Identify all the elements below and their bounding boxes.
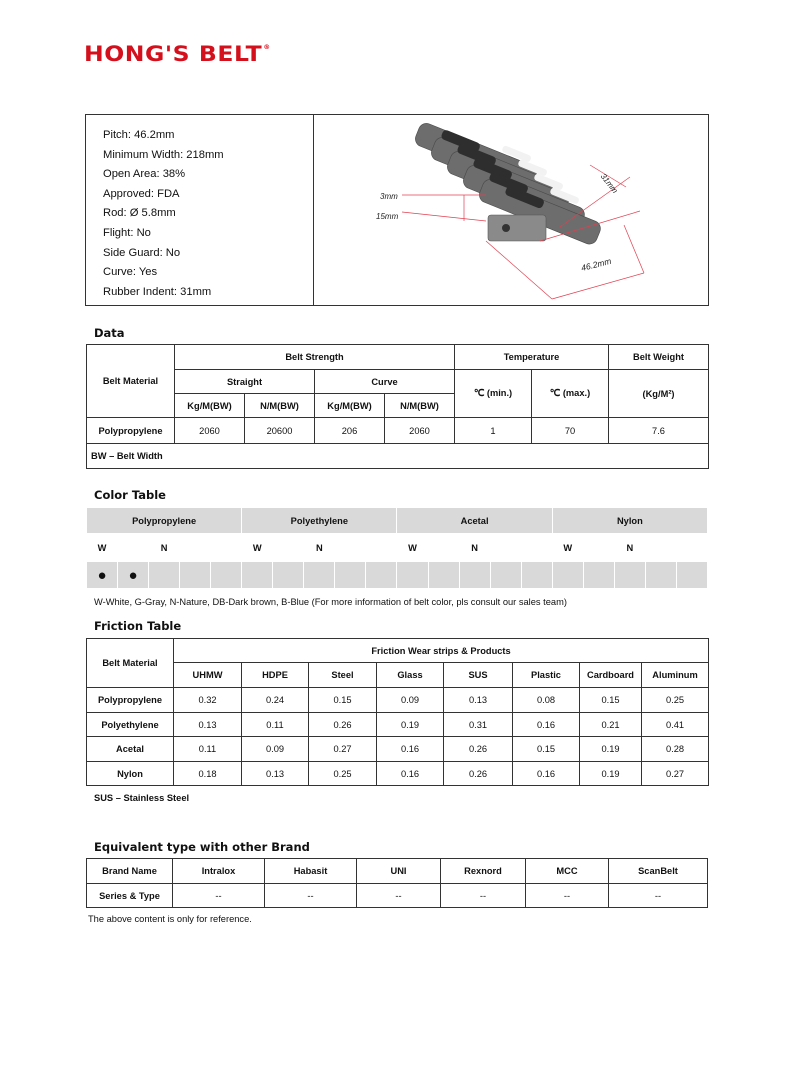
friction-cell: 0.26 (309, 713, 377, 737)
code-w: W (242, 534, 273, 562)
color-material-acetal: Acetal (397, 508, 552, 534)
code-db: DB (180, 534, 211, 562)
friction-cell: 0.16 (513, 762, 580, 786)
friction-col-cardboard: Cardboard (580, 663, 642, 688)
code-b: B (521, 534, 552, 562)
friction-header-group: Friction Wear strips & Products (174, 639, 709, 663)
friction-cell: 0.19 (580, 737, 642, 762)
friction-col-steel: Steel (309, 663, 377, 688)
cell-straight-kgm: 2060 (175, 418, 245, 444)
code-g: G (428, 534, 459, 562)
spec-rod: Rod: Ø 5.8mm (103, 207, 176, 220)
friction-cell: 0.08 (513, 688, 580, 713)
equiv-header-mcc: MCC (526, 859, 609, 884)
code-g: G (273, 534, 304, 562)
code-w: W (87, 534, 118, 562)
equiv-header-uni: UNI (357, 859, 441, 884)
friction-col-aluminum: Aluminum (642, 663, 709, 688)
code-b: B (211, 534, 242, 562)
spec-flight: Flight: No (103, 226, 151, 239)
code-g: G (583, 534, 614, 562)
friction-cell: 0.11 (242, 713, 309, 737)
dim-pitch: 46.2mm (580, 255, 613, 273)
header-weight-unit: (Kg/M²) (609, 370, 709, 418)
color-table (86, 507, 708, 589)
header-temp-min: ℃ (min.) (455, 370, 532, 418)
empty-cell (366, 562, 397, 589)
header-straight-nm: N/M(BW) (245, 394, 315, 418)
empty-cell (552, 562, 583, 589)
empty-cell (304, 562, 335, 589)
header-straight: Straight (175, 370, 315, 394)
brand-logo (84, 42, 271, 66)
spec-list (86, 115, 314, 305)
empty-cell (490, 562, 521, 589)
equivalent-title: Equivalent type with other Brand (94, 840, 310, 854)
equiv-cell: -- (609, 884, 708, 908)
friction-title: Friction Table (94, 619, 182, 633)
equiv-cell: -- (357, 884, 441, 908)
friction-row-material: Nylon (87, 762, 174, 786)
spec-approved: Approved: FDA (103, 187, 180, 200)
empty-cell (273, 562, 304, 589)
code-db: DB (335, 534, 366, 562)
friction-cell: 0.15 (513, 737, 580, 762)
registered-mark: ® (263, 44, 271, 51)
color-material-pe: Polyethylene (242, 508, 397, 534)
header-curve-kgm: Kg/M(BW) (315, 394, 385, 418)
friction-cell: 0.16 (513, 713, 580, 737)
friction-cell: 0.24 (242, 688, 309, 713)
friction-cell: 0.19 (377, 713, 444, 737)
empty-cell (335, 562, 366, 589)
equiv-header-rexnord: Rexnord (441, 859, 526, 884)
color-availability-row (87, 562, 708, 589)
cell-straight-nm: 20600 (245, 418, 315, 444)
table-row (87, 737, 709, 762)
friction-cell: 0.09 (377, 688, 444, 713)
friction-cell: 0.26 (444, 737, 513, 762)
empty-cell (645, 562, 676, 589)
code-n: N (459, 534, 490, 562)
equiv-cell: -- (526, 884, 609, 908)
empty-cell (521, 562, 552, 589)
friction-cell: 0.25 (309, 762, 377, 786)
table-row (87, 713, 709, 737)
cell-curve-kgm: 206 (315, 418, 385, 444)
code-db: DB (645, 534, 676, 562)
header-curve: Curve (315, 370, 455, 394)
equiv-header-habasit: Habasit (265, 859, 357, 884)
friction-row-material: Polyethylene (87, 713, 174, 737)
code-g: G (118, 534, 149, 562)
code-n: N (149, 534, 180, 562)
equiv-header-scanbelt: ScanBelt (609, 859, 708, 884)
belt-modules (413, 121, 603, 246)
color-codes-row (87, 534, 708, 562)
cell-curve-nm: 2060 (385, 418, 455, 444)
equiv-header-brand: Brand Name (87, 859, 173, 884)
friction-cell: 0.13 (242, 762, 309, 786)
color-legend: W-White, G-Gray, N-Nature, DB-Dark brown, B-Blue (For more information of belt color, pls consult our sales team) (94, 597, 567, 607)
equiv-cell: -- (173, 884, 265, 908)
table-row (87, 418, 709, 444)
friction-cell: 0.15 (309, 688, 377, 713)
spec-side-guard: Side Guard: No (103, 246, 181, 259)
empty-cell (459, 562, 490, 589)
table-row (87, 688, 709, 713)
cell-temp-max: 70 (532, 418, 609, 444)
color-title: Color Table (94, 488, 166, 502)
friction-row-material: Acetal (87, 737, 174, 762)
empty-cell (211, 562, 242, 589)
table-row (87, 762, 709, 786)
equiv-cell: -- (265, 884, 357, 908)
friction-cell: 0.16 (377, 737, 444, 762)
empty-cell (242, 562, 273, 589)
spec-pitch: Pitch: 46.2mm (103, 129, 175, 141)
empty-cell (428, 562, 459, 589)
friction-header-material: Belt Material (87, 639, 174, 688)
friction-col-plastic: Plastic (513, 663, 580, 688)
table-row (87, 884, 708, 908)
friction-cell: 0.31 (444, 713, 513, 737)
data-title: Data (94, 326, 125, 340)
header-straight-kgm: Kg/M(BW) (175, 394, 245, 418)
friction-col-hdpe: HDPE (242, 663, 309, 688)
empty-cell (149, 562, 180, 589)
equiv-row-label: Series & Type (87, 884, 173, 908)
header-curve-nm: N/M(BW) (385, 394, 455, 418)
dim-15mm: 15mm (376, 212, 399, 221)
code-n: N (304, 534, 335, 562)
friction-cell: 0.15 (580, 688, 642, 713)
friction-cell: 0.26 (444, 762, 513, 786)
equiv-cell: -- (441, 884, 526, 908)
spec-curve: Curve: Yes (103, 266, 158, 279)
header-temperature: Temperature (455, 345, 609, 370)
header-belt-weight: Belt Weight (609, 345, 709, 370)
empty-cell (180, 562, 211, 589)
header-belt-material: Belt Material (87, 345, 175, 418)
friction-cell: 0.13 (174, 713, 242, 737)
header-belt-strength: Belt Strength (175, 345, 455, 370)
code-b: B (366, 534, 397, 562)
friction-cell: 0.27 (642, 762, 709, 786)
cell-temp-min: 1 (455, 418, 532, 444)
spec-open-area: Open Area: 38% (103, 168, 186, 181)
data-footnote: BW – Belt Width (87, 444, 709, 469)
dim-31mm: 31mm (598, 171, 620, 196)
spec-rubber-indent: Rubber Indent: 31mm (103, 285, 212, 298)
color-material-pp: Polypropylene (87, 508, 242, 534)
friction-footnote: SUS – Stainless Steel (94, 793, 190, 803)
empty-cell (676, 562, 707, 589)
friction-cell: 0.18 (174, 762, 242, 786)
code-db: DB (490, 534, 521, 562)
friction-table (86, 638, 709, 786)
disclaimer: The above content is only for reference. (88, 914, 252, 924)
friction-col-glass: Glass (377, 663, 444, 688)
code-b: B (676, 534, 707, 562)
data-table (86, 344, 709, 469)
friction-cell: 0.21 (580, 713, 642, 737)
friction-cell: 0.16 (377, 762, 444, 786)
code-n: N (614, 534, 645, 562)
friction-row-material: Polypropylene (87, 688, 174, 713)
header-temp-max: ℃ (max.) (532, 370, 609, 418)
available-mark-w: ● (87, 562, 118, 589)
available-mark-g: ● (118, 562, 149, 589)
belt-module-illustration (314, 115, 708, 305)
friction-cell: 0.13 (444, 688, 513, 713)
empty-cell (397, 562, 428, 589)
code-w: W (552, 534, 583, 562)
dim-3mm: 3mm (380, 192, 398, 201)
friction-cell: 0.09 (242, 737, 309, 762)
friction-cell: 0.11 (174, 737, 242, 762)
friction-cell: 0.32 (174, 688, 242, 713)
code-w: W (397, 534, 428, 562)
friction-col-uhmw: UHMW (174, 663, 242, 688)
friction-cell: 0.19 (580, 762, 642, 786)
friction-col-sus: SUS (444, 663, 513, 688)
logo-text: HONG'S BELT (84, 42, 263, 66)
empty-cell (614, 562, 645, 589)
row-material: Polypropylene (87, 418, 175, 444)
spec-min-width: Minimum Width: 218mm (103, 148, 224, 161)
equiv-header-intralox: Intralox (173, 859, 265, 884)
color-material-nylon: Nylon (552, 508, 707, 534)
friction-cell: 0.41 (642, 713, 709, 737)
equivalent-table (86, 858, 708, 908)
spec-box (85, 114, 709, 306)
friction-cell: 0.27 (309, 737, 377, 762)
cell-weight: 7.6 (609, 418, 709, 444)
friction-cell: 0.25 (642, 688, 709, 713)
empty-cell (583, 562, 614, 589)
friction-cell: 0.28 (642, 737, 709, 762)
